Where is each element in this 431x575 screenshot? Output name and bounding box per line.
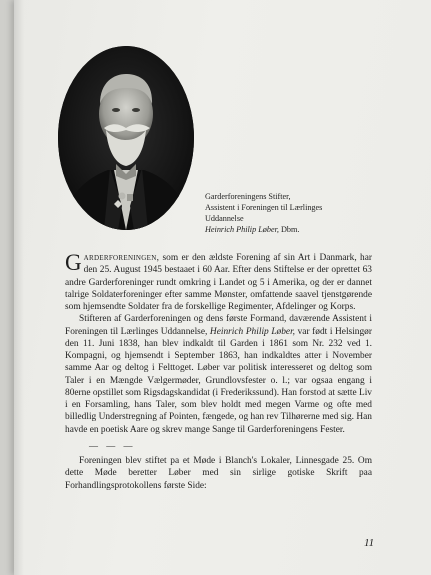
paragraph-2-name: Heinrich Philip Løber, <box>209 326 296 337</box>
paragraph-1-smallcaps: arderforeningen, <box>83 253 160 263</box>
caption-name-line <box>205 224 405 235</box>
portrait-photo <box>58 46 194 230</box>
caption-line-1: Garderforeningens Stifter, <box>205 192 291 201</box>
section-separator: — — — <box>89 440 136 451</box>
portrait-caption <box>205 191 405 235</box>
paragraph-2 <box>65 313 372 436</box>
drop-cap: G <box>65 250 82 275</box>
paragraph-1-text: som er den ældste Forening af sin Art i Danmark, har den 25. August 1945 bestaaet i 60 Aar. Efter dens Stiftelse er der oprettet 63 andre Garderforeninger rundt omkring i Landet og 5 i Amerika, og der er dannet talrige Soldaterforeninger efter samme Mønster, omfattende saavel tjenstgørende som hjemsendte Soldater fra de forskellige Regimenter, Afdelinger og Korps. <box>65 253 372 312</box>
caption-line-2: Assistent i Foreningen til Lærlinges <box>205 203 323 212</box>
caption-line-3: Uddannelse <box>205 214 244 223</box>
book-page <box>14 0 431 575</box>
caption-name: Heinrich Philip Løber, <box>205 225 279 234</box>
paragraph-1 <box>65 252 372 313</box>
portrait-illustration <box>58 46 194 230</box>
page-number: 11 <box>364 537 375 549</box>
caption-title: Dbm. <box>280 225 300 234</box>
body-text <box>65 252 372 492</box>
paragraph-2-text-b: var født i Helsingør den 11. Juni 1838, han blev indkaldt til Garden i 1861 som Nr. 232 ved 1. Kompagni, og hjemsendt i September 1863, han indkaldtes atter i November samme Aar og deltog i Felttoget. Løber var politisk interesseret og deltog som Taler i en Mængde Vælgermøder, Grundlovsfester o. l.; var ogsaa engang i 80erne opstillet som Rigsdagskandidat (i Frederikssund). Han forstod at sætte Liv i en Forsamling, hans Taler, som blev holdt med megen Varme og ofte med billedlig Understregning af Pointen, fængede, og han rev Tilhørerne med sig. Han havde en poetisk Aare og skrev mange Sange til Garderforeningens Fester. <box>65 326 372 435</box>
paragraph-3: Foreningen blev stiftet pa et Møde i Blanch's Lokaler, Linnesgade 25. Om dette Møde beretter Løber med sin sirlige gotiske Skrift paa Forhandlingsprotokollens første Side: <box>65 456 372 491</box>
paragraph-2-text-a: Stifteren af Garderforeningen og dens første Formand, daværende Assistent i Foreningen til Lærlinges Uddannelse, <box>65 314 372 337</box>
